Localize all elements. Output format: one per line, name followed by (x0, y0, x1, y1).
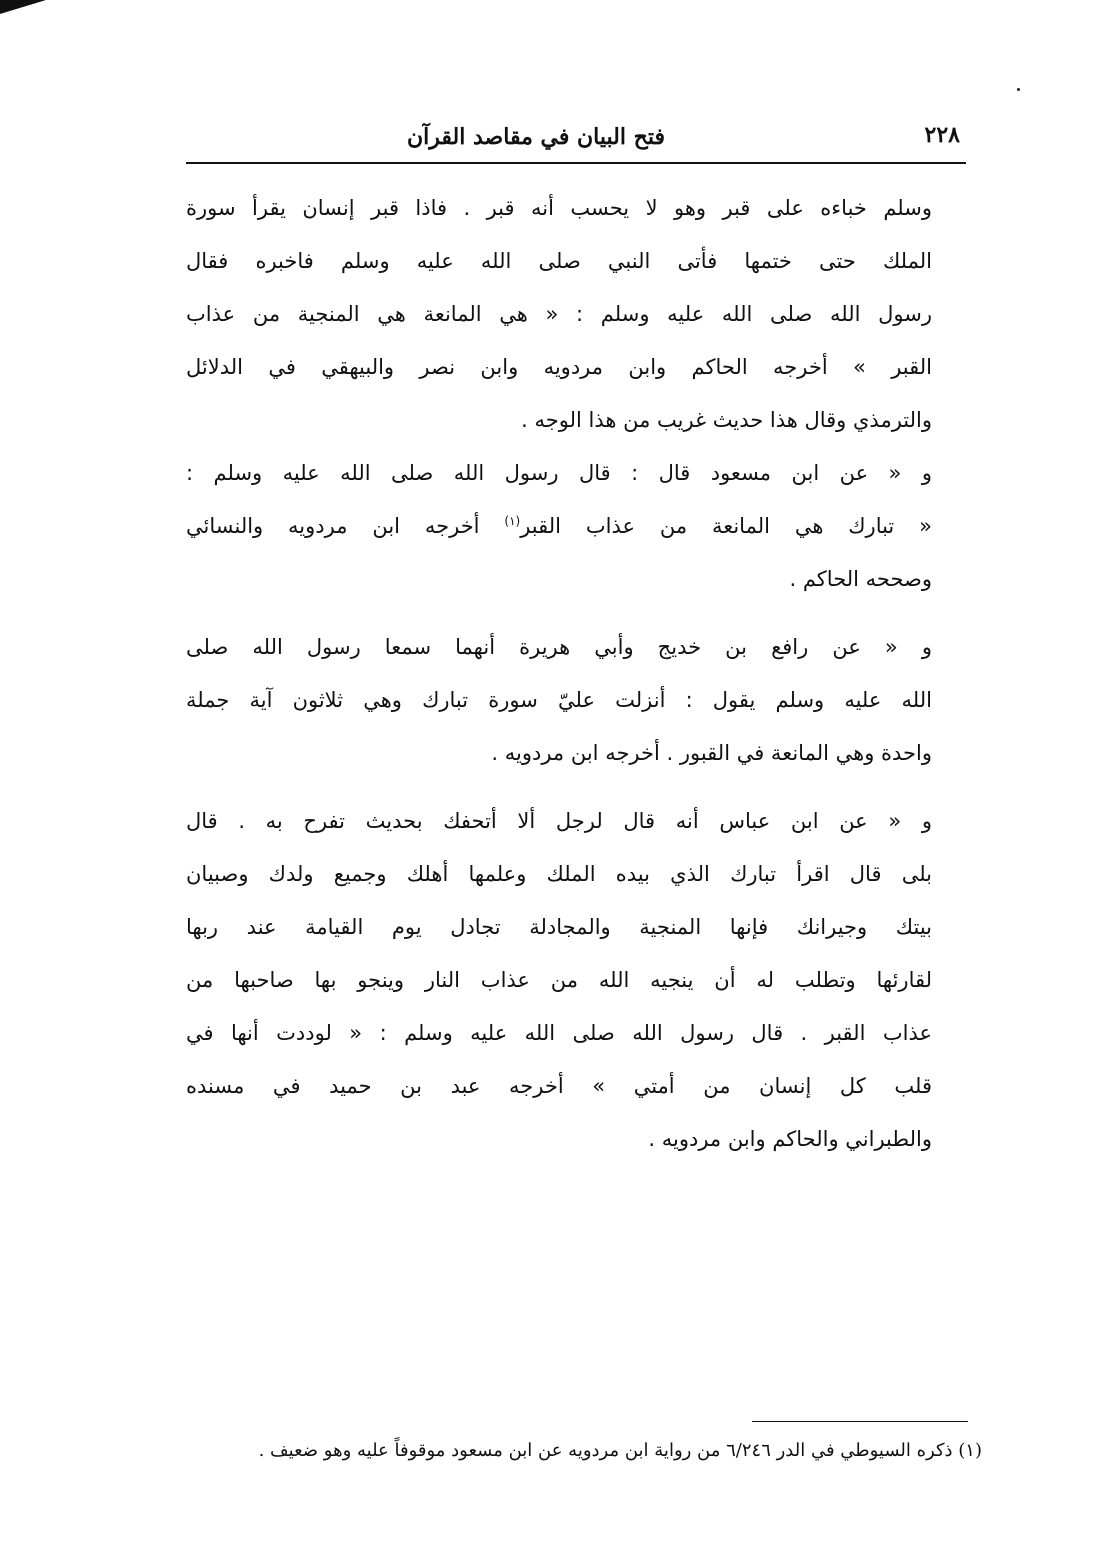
text-line: رسول الله صلى الله عليه وسلم : « هي المانعة هي المنجية من عذاب (186, 302, 932, 326)
scan-corner-mark (0, 0, 46, 14)
text-segment: « تبارك هي المانعة من عذاب القبر (520, 514, 932, 538)
text-segment: أخرجه ابن مردويه والنسائي (186, 514, 480, 538)
paragraph-3 (186, 621, 932, 780)
text-line: قلب كل إنسان من أمتي » أخرجه عبد بن حميد في مسنده (186, 1074, 932, 1098)
text-line: و « عن رافع بن خديج وأبي هريرة أنهما سمعا رسول الله صلى (186, 635, 932, 659)
header-rule (186, 162, 966, 164)
paragraph-gap (186, 606, 932, 621)
text-line: الملك حتى ختمها فأتى النبي صلى الله عليه وسلم فاخبره فقال (186, 249, 932, 273)
text-line: واحدة وهي المانعة في القبور . أخرجه ابن مردويه . (491, 741, 932, 765)
text-line: وصححه الحاكم . (789, 567, 932, 591)
text-line: لقارئها وتطلب له أن ينجيه الله من عذاب النار وينجو بها صاحبها من (186, 968, 932, 992)
text-line: و « عن ابن مسعود قال : قال رسول الله صلى الله عليه وسلم : (186, 461, 932, 485)
text-line: والترمذي وقال هذا حديث غريب من هذا الوجه . (521, 408, 932, 432)
running-title: فتح البيان في مقاصد القرآن (407, 124, 665, 150)
footnote-marker: (١) (504, 514, 521, 528)
paragraph-1 (186, 182, 932, 447)
paragraph-2 (186, 447, 932, 606)
text-line: بلى قال اقرأ تبارك الذي بيده الملك وعلمها أهلك وجميع ولدك وصبيان (186, 862, 932, 886)
scan-speck (1017, 88, 1020, 91)
text-line: بيتك وجيرانك فإنها المنجية والمجادلة تجادل يوم القيامة عند ربها (186, 915, 932, 939)
footnote-rule (752, 1421, 968, 1422)
text-line-with-footnote (186, 500, 932, 553)
text-line: والطبراني والحاكم وابن مردويه . (648, 1127, 932, 1151)
text-line: و « عن ابن عباس أنه قال لرجل ألا أتحفك بحديث تفرح به . قال (186, 809, 932, 833)
text-line: وسلم خباءه على قبر وهو لا يحسب أنه قبر . فاذا قبر إنسان يقرأ سورة (186, 196, 932, 220)
text-line: عذاب القبر . قال رسول الله صلى الله عليه وسلم : « لوددت أنها في (186, 1021, 932, 1045)
paragraph-gap (186, 780, 932, 795)
footnote: (١) ذكره السيوطي في الدر ٦/٢٤٦ من رواية ابن مردويه عن ابن مسعود موقوفاً عليه وهو ضعيف . (258, 1440, 982, 1461)
paragraph-4 (186, 795, 932, 1166)
text-line: القبر » أخرجه الحاكم وابن مردويه وابن نصر والبيهقي في الدلائل (186, 355, 932, 379)
text-line: الله عليه وسلم يقول : أنزلت عليّ سورة تبارك وهي ثلاثون آية جملة (186, 688, 932, 712)
body-text (186, 182, 932, 1166)
page-number: ٢٢٨ (924, 122, 960, 148)
page-header (186, 118, 966, 164)
